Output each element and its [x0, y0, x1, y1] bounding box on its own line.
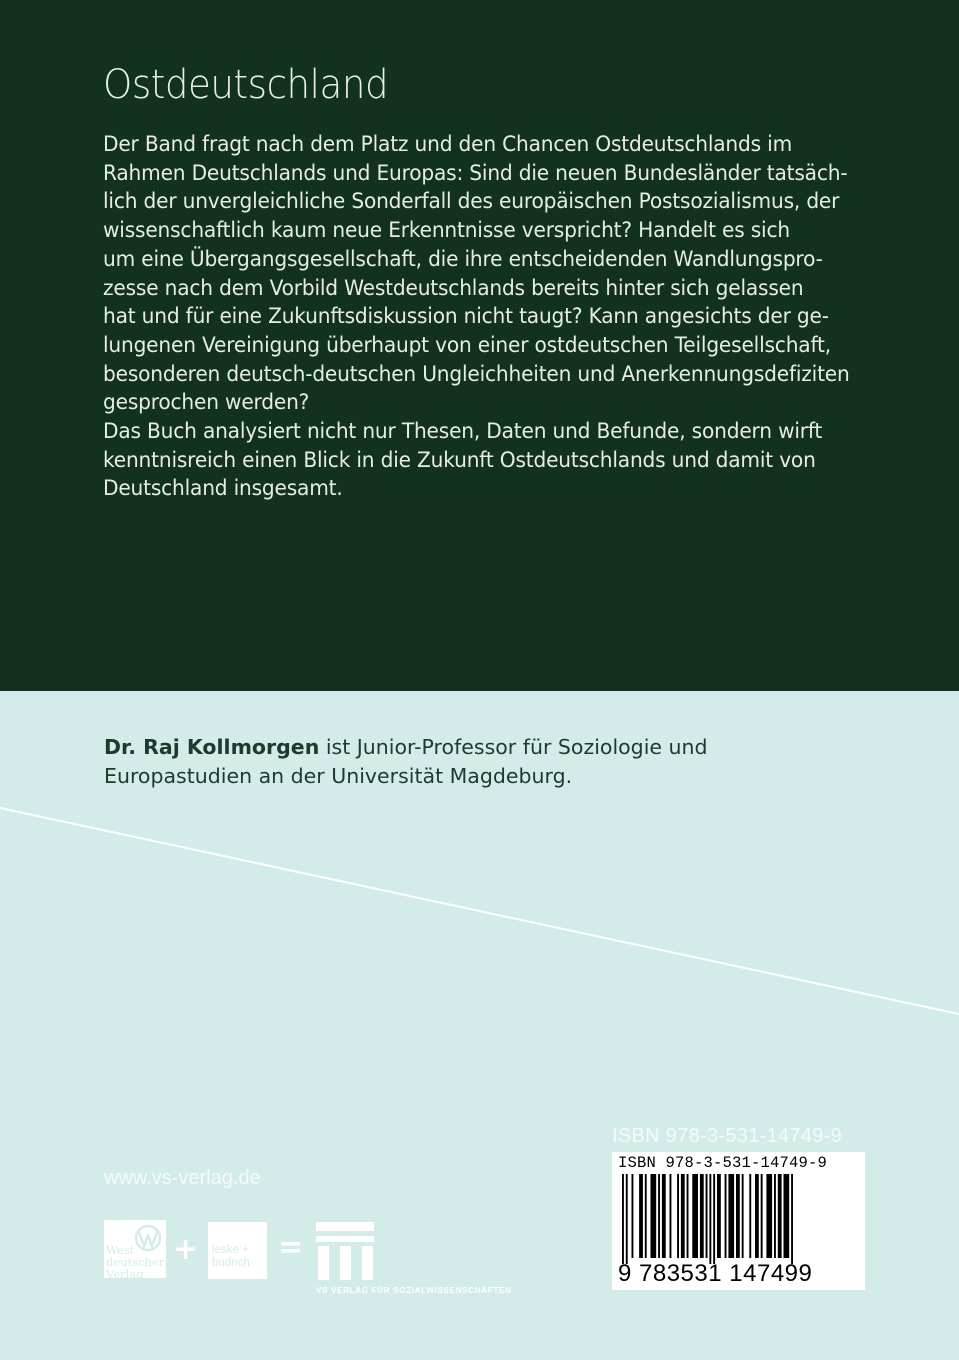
- westdeutscher-verlag-logo: [104, 1220, 166, 1281]
- barcode-bar: [713, 1174, 715, 1264]
- barcode-bar: [774, 1174, 776, 1258]
- vs-verlag-caption: VS VERLAG FÜR SOZIALWISSENSCHAFTEN: [316, 1286, 512, 1295]
- blurb-line: Deutschland insgesamt.: [103, 476, 343, 501]
- author-name: Dr. Raj Kollmorgen: [104, 735, 320, 759]
- barcode-bar: [706, 1174, 708, 1258]
- barcode-bar: [728, 1174, 734, 1258]
- plus-sign: +: [173, 1232, 199, 1267]
- barcode-bar: [791, 1174, 793, 1264]
- blurb-line: wissenschaftlich kaum neue Erkenntnisse verspricht? Handelt es sich: [103, 218, 790, 243]
- blurb-line: Der Band fragt nach dem Platz und den Chancen Ostdeutschlands im: [103, 132, 793, 156]
- barcode-bar: [681, 1174, 685, 1258]
- isbn-barcode: [612, 1152, 865, 1290]
- barcode-bar: [677, 1174, 679, 1258]
- barcode-bar: [626, 1174, 628, 1264]
- blurb-line: lich der unvergleichliche Sonderfall des europäischen Postsozialismus, der: [103, 189, 840, 214]
- barcode-bar: [761, 1174, 763, 1258]
- leske-budrich-logo: [208, 1222, 267, 1279]
- barcode-bar: [639, 1174, 643, 1258]
- barcode-number: 9 783531 147499: [618, 1260, 813, 1287]
- lb-logo-line: leske +: [212, 1244, 249, 1256]
- blurb-line: gesprochen werden?: [103, 390, 310, 415]
- barcode-bar: [687, 1174, 689, 1258]
- blurb-line: zesse nach dem Vorbild Westdeutschlands bereits hinter sich gelassen: [103, 275, 804, 300]
- barcode-bar: [662, 1174, 666, 1258]
- blurb-line: Das Buch analysiert nicht nur Thesen, Daten und Befunde, sondern wirft: [103, 419, 823, 444]
- barcode-bar: [717, 1174, 721, 1258]
- lb-logo-line: budrich: [212, 1257, 250, 1269]
- barcode-bar: [632, 1174, 634, 1258]
- barcode-bar: [645, 1174, 647, 1258]
- blurb-line: hat und für eine Zukunftsdiskussion nicht taugt? Kann angesichts der ge-: [103, 304, 829, 329]
- equals-sign: =: [278, 1230, 304, 1265]
- blurb-line: kenntnisreich einen Blick in die Zukunft Ostdeutschlands und damit von: [103, 447, 816, 472]
- barcode-bar: [651, 1174, 657, 1258]
- wdv-logo-line: West: [106, 1243, 135, 1257]
- barcode-bar: [658, 1174, 660, 1258]
- barcode-bar: [755, 1174, 759, 1258]
- lb-logo-text: [212, 1244, 250, 1270]
- blurb-line: um eine Übergangsgesellschaft, die ihre entscheidenden Wandlungspro-: [103, 246, 823, 271]
- isbn-label: ISBN 978-3-531-14749-9: [612, 1125, 843, 1147]
- barcode-bar: [736, 1174, 740, 1258]
- barcode-bar: [709, 1174, 711, 1264]
- wdv-logo-line: deutscher: [106, 1255, 165, 1269]
- wdv-logo-line: Verlag: [106, 1267, 144, 1281]
- book-title: Ostdeutschland: [103, 62, 389, 108]
- barcode-bar: [670, 1174, 672, 1258]
- author-bio: [104, 733, 864, 791]
- blurb-line: besonderen deutsch-deutschen Ungleichheiten und Anerkennungsdefiziten: [103, 361, 850, 386]
- barcode-isbn-text: ISBN 978-3-531-14749-9: [618, 1154, 828, 1172]
- barcode-bar: [766, 1174, 772, 1258]
- blurb-line: Rahmen Deutschlands und Europas: Sind die neuen Bundesländer tatsäch-: [103, 160, 848, 185]
- barcode-bar: [784, 1174, 790, 1258]
- barcode-bar: [700, 1174, 704, 1258]
- barcode-bar: [725, 1174, 727, 1258]
- vs-verlag-logo-icon: [316, 1222, 376, 1280]
- barcode-bar: [692, 1174, 698, 1258]
- author-bio-text: Europastudien an der Universität Magdeburg.: [104, 764, 573, 788]
- barcode-bar: [749, 1174, 751, 1258]
- barcode-bar: [742, 1174, 744, 1258]
- barcode-bar: [778, 1174, 782, 1258]
- publisher-website[interactable]: www.vs-verlag.de: [104, 1167, 261, 1189]
- barcode-bar: [622, 1174, 624, 1264]
- blurb-line: lungenen Vereinigung überhaupt von einer ostdeutschen Teilgesellschaft,: [103, 332, 831, 357]
- author-bio-text: ist Junior-Professor für Soziologie und: [319, 735, 708, 759]
